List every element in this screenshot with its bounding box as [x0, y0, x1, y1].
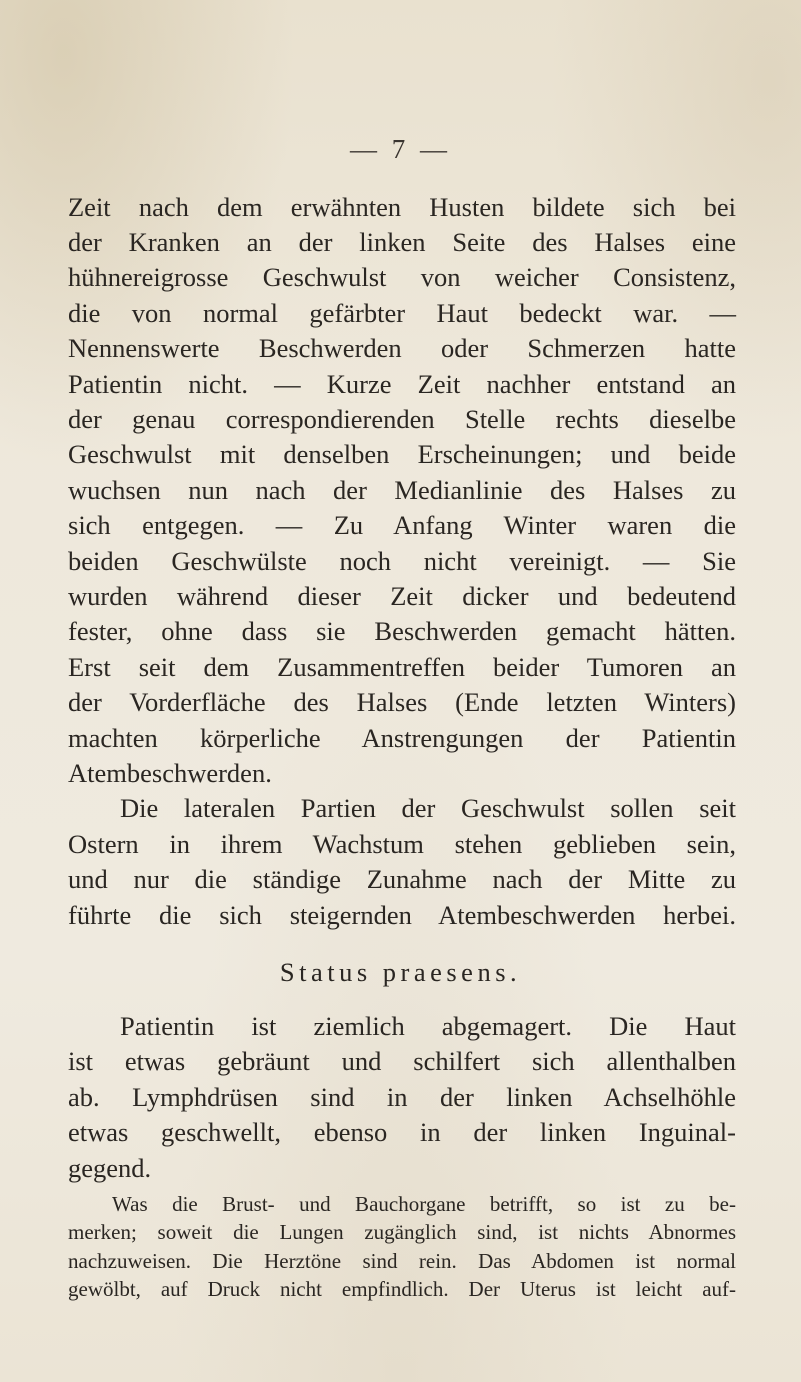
text-line: ist etwas gebräunt und schilfert sich allenthalben	[68, 1046, 736, 1076]
text-line: Nennenswerte Beschwerden oder Schmerzen hatte	[68, 333, 736, 363]
text-line: nachzuweisen. Die Herztöne sind rein. Das Abdomen ist normal	[68, 1249, 736, 1273]
text-line: Geschwulst mit denselben Erscheinungen; und beide	[68, 439, 736, 469]
text-line: Was die Brust- und Bauchorgane betrifft, so ist zu be-	[112, 1192, 736, 1216]
text-line: der genau correspondierenden Stelle rechts dieselbe	[68, 404, 736, 434]
text-line: führte die sich steigernden Atembeschwerden herbei.	[68, 900, 736, 930]
text-line: und nur die ständige Zunahme nach der Mitte zu	[68, 864, 736, 894]
text-line: fester, ohne dass sie Beschwerden gemacht hätten.	[68, 616, 736, 646]
text-line: gewölbt, auf Druck nicht empfindlich. Der Uterus ist leicht auf-	[68, 1277, 736, 1301]
text-line: ab. Lymphdrüsen sind in der linken Achselhöhle	[68, 1082, 736, 1112]
text-line: Atembeschwerden.	[68, 758, 272, 788]
text-line: machten körperliche Anstrengungen der Patientin	[68, 723, 736, 753]
text-line: gegend.	[68, 1153, 152, 1183]
text-line: wurden während dieser Zeit dicker und bedeutend	[68, 581, 736, 611]
text-line: der Vorderfläche des Halses (Ende letzten Winters)	[68, 687, 736, 717]
text-line: Die lateralen Partien der Geschwulst sollen seit	[120, 793, 736, 823]
text-line: der Kranken an der linken Seite des Halses eine	[68, 227, 736, 257]
text-line: sich entgegen. — Zu Anfang Winter waren die	[68, 510, 736, 540]
text-line: Erst seit dem Zusammentreffen beider Tumoren an	[68, 652, 736, 682]
text-line: Patientin ist ziemlich abgemagert. Die Haut	[120, 1011, 736, 1041]
text-line: etwas geschwellt, ebenso in der linken Inguinal-	[68, 1117, 736, 1147]
text-line: Patientin nicht. — Kurze Zeit nachher entstand an	[68, 369, 736, 399]
section-heading: Status praesens.	[279, 957, 522, 987]
text-line: beiden Geschwülste noch nicht vereinigt. — Sie	[68, 546, 736, 576]
text-line: die von normal gefärbter Haut bedeckt war. —	[68, 298, 736, 328]
text-line: Ostern in ihrem Wachstum stehen geblieben sein,	[68, 829, 736, 859]
text-line: hühnereigrosse Geschwulst von weicher Consistenz,	[68, 262, 736, 292]
text-line: merken; soweit die Lungen zugänglich sind, ist nichts Abnormes	[68, 1220, 736, 1244]
text-line: wuchsen nun nach der Medianlinie des Halses zu	[68, 475, 736, 505]
text-line: Zeit nach dem erwähnten Husten bildete sich bei	[68, 192, 736, 222]
page-number: — 7 —	[350, 134, 451, 164]
